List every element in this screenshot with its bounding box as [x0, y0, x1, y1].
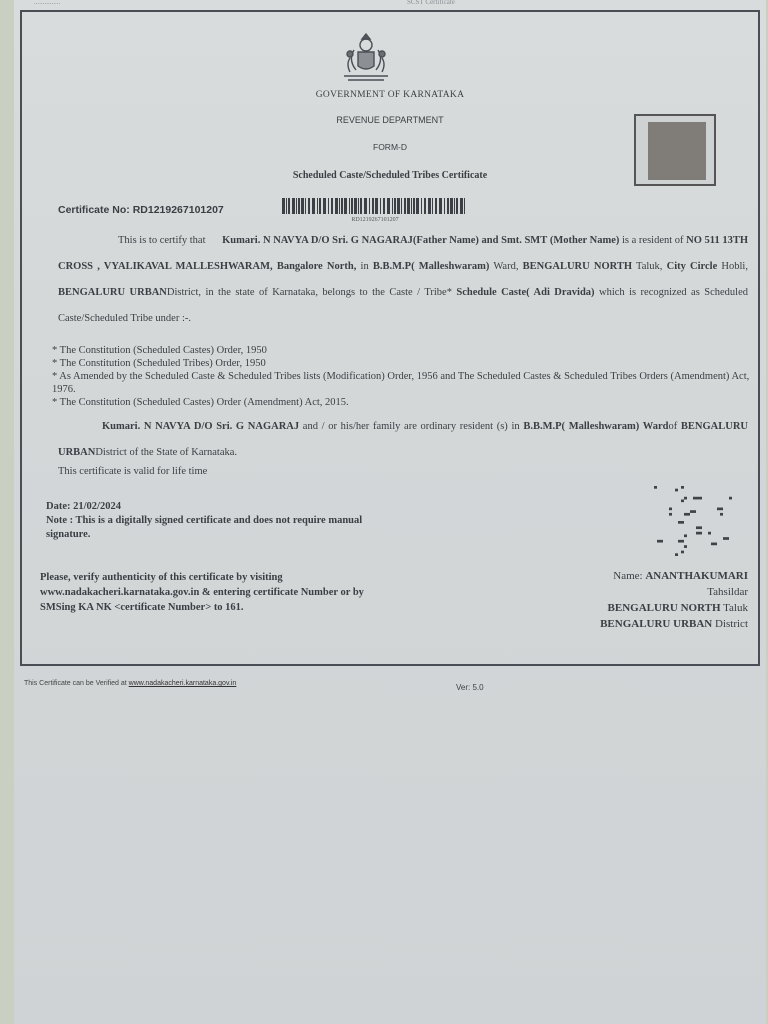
certificate-page: [14, 0, 766, 1024]
taluk: BENGALURU NORTH: [522, 261, 633, 272]
certificate-number-value: RD1219267101207: [132, 204, 224, 216]
applicant-name: Kumari. N NAVYA D/O Sri. G NAGARAJ(Father Name) and Smt. SMT: [222, 235, 548, 246]
department-heading: REVENUE DEPARTMENT: [336, 115, 444, 125]
family-name: Kumari. N NAVYA D/O Sri. G NAGARAJ: [102, 421, 300, 432]
body-text: is a resident of: [619, 235, 687, 246]
district: BENGALURU URBAN: [58, 287, 167, 298]
form-label: FORM-D: [373, 142, 407, 152]
body-text: which is recognized as Scheduled Caste/Scheduled Tribe under :-.: [58, 287, 748, 324]
top-strip-left: ...............: [34, 0, 61, 6]
issue-date: Date: 21/02/2024: [46, 501, 121, 512]
barcode-icon: [280, 196, 470, 222]
body-text: in: [356, 261, 373, 272]
family-text: of: [668, 421, 681, 432]
top-strip: [14, 0, 766, 10]
body-text: Taluk,: [632, 261, 667, 272]
body-intro: This is to certify that: [118, 235, 206, 246]
district-suffix: District: [712, 618, 748, 630]
digital-signature-note: Note : This is a digitally signed certificate and does not require manual signature.: [46, 515, 363, 540]
certificate-title: Scheduled Caste/Scheduled Tribes Certificate: [292, 170, 488, 181]
family-district: BENGALURU URBAN: [58, 421, 748, 458]
certificate-number: [58, 204, 224, 216]
signatory-name: ANANTHAKUMARI: [645, 570, 748, 582]
signatory-name-label: Name:: [613, 570, 646, 582]
certificate-number-label: Certificate No:: [58, 204, 130, 216]
applicant-photo: [634, 114, 716, 186]
caste: Schedule Caste( Adi Dravida): [456, 287, 595, 298]
orders-list: [52, 344, 752, 409]
order-item: * The Constitution (Scheduled Tribes) Order, 1950: [52, 358, 266, 369]
verification-instructions: Please, verify authenticity of this certificate by visiting www.nadakacheri.karnataka.gov.in & entering certificate Number or by SMSing KA NK <certificate Number> to 161.: [40, 572, 364, 613]
family-statement: [58, 414, 748, 466]
top-strip-right: SCST Certificate: [407, 0, 455, 6]
ward: B.B.M.P( Malleshwaram): [372, 261, 490, 272]
order-item: * The Constitution (Scheduled Castes) Order, 1950: [52, 345, 267, 356]
footer-verification: [24, 680, 236, 687]
order-item: * As Amended by the Scheduled Caste & Scheduled Tribes lists (Modification) Order, 1956 and The Scheduled Castes & Scheduled Tribes Orders (Amendment) Act, 1976.: [52, 371, 750, 395]
body-text: Hobli,: [717, 261, 748, 272]
order-item: * The Constitution (Scheduled Castes) Order (Amendment) Act, 2015.: [52, 397, 349, 408]
version-label: Ver: 5.0: [456, 683, 484, 692]
validity-text: This certificate is valid for life time: [58, 466, 208, 477]
family-ward: B.B.M.P( Malleshwaram) Ward: [523, 421, 669, 432]
family-text: District of the State of Karnataka.: [95, 447, 238, 458]
verification-link[interactable]: www.nadakacheri.karnataka.gov.in: [128, 680, 237, 687]
hobli: City Circle: [666, 261, 718, 272]
taluk-suffix: Taluk: [720, 602, 748, 614]
svg-text:RD1219267101207: RD1219267101207: [351, 217, 399, 222]
signatory-block: [488, 568, 748, 632]
karnataka-emblem-icon: [336, 28, 396, 84]
footer-text: This Certificate can be Verified at: [24, 680, 129, 687]
body-text: Ward,: [489, 261, 523, 272]
government-heading: GOVERNMENT OF KARNATAKA: [315, 90, 465, 100]
certificate-body: [58, 228, 748, 332]
qr-code-icon: [654, 486, 732, 556]
body-text: District, in the state of Karnataka, belongs to the Caste / Tribe*: [166, 287, 457, 298]
signatory-designation: Tahsildar: [707, 586, 748, 598]
address: NO 511 13TH CROSS , VYALIKAVAL MALLESHWARAM, Bangalore North,: [58, 235, 749, 272]
signatory-district: BENGALURU URBAN: [600, 618, 713, 630]
date-block: [46, 500, 386, 542]
mother-name-label: (Mother Name): [549, 235, 620, 246]
signatory-taluk: BENGALURU NORTH: [607, 602, 721, 614]
family-text: and / or his/her family are ordinary resident (s) in: [299, 421, 524, 432]
